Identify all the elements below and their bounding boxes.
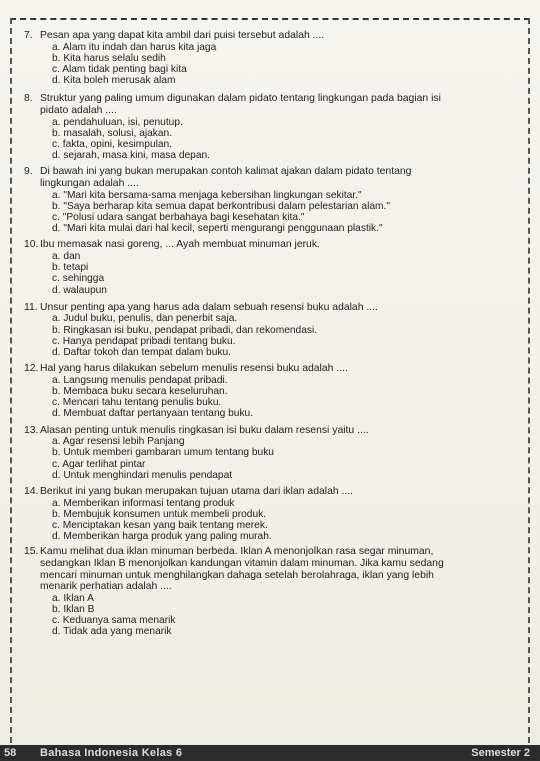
answer-option: a. Agar resensi lebih Panjang [52, 436, 185, 448]
answer-option: d. Kita boleh merusak alam [52, 75, 176, 87]
question-item [24, 93, 522, 161]
answer-option: a. dan [52, 251, 81, 262]
answer-option: c. Agar terlihat pintar [52, 458, 146, 470]
page-number: 58 [4, 747, 17, 759]
question-item [24, 546, 522, 637]
book-title: Bahasa Indonesia Kelas 6 [40, 747, 183, 759]
question-number: 15. [24, 546, 39, 558]
answer-option: b. Membaca buku secara keseluruhan. [52, 386, 228, 398]
question-item [24, 363, 522, 419]
answer-option: d. "Mari kita mulai dari hal kecil, seperti mengurangi penggunaan plastik." [52, 223, 383, 235]
question-item [24, 166, 522, 234]
question-stem-line: menarik perhatian adalah .... [40, 581, 172, 593]
answer-option: c. Mencari tahu tentang penulis buku. [52, 397, 222, 409]
question-number: 7. [24, 30, 33, 41]
answer-option: b. "Saya berharap kita semua dapat berkontribusi dalam pelestarian alam." [52, 200, 390, 212]
question-stem-line: pidato adalah .... [40, 105, 117, 116]
question-stem: Pesan apa yang dapat kita ambil dari puisi tersebut adalah .... [40, 30, 325, 41]
semester-label: Semester 2 [471, 747, 530, 759]
question-item [24, 486, 522, 542]
answer-option: c. Hanya pendapat pribadi tentang buku. [52, 335, 236, 347]
dashed-border-right [528, 18, 530, 743]
question-stem: Di bawah ini yang bukan merupakan contoh kalimat ajakan dalam pidato tentang [40, 166, 412, 178]
dashed-border-left [10, 18, 12, 743]
answer-option: a. Judul buku, penulis, dan penerbit saja. [52, 313, 238, 325]
question-stem: Hal yang harus dilakukan sebelum menulis resensi buku adalah .... [40, 363, 348, 375]
answer-options [24, 498, 522, 543]
question-stem-line: sedangkan Iklan B menonjolkan kandungan vitamin dalam minuman. Jika kamu sedang [40, 558, 444, 570]
answer-option: d. Untuk menghindari menulis pendapat [52, 469, 233, 481]
answer-option: c. Keduanya sama menarik [52, 615, 176, 627]
question-item [24, 239, 522, 295]
answer-options [24, 375, 522, 420]
answer-option: b. Ringkasan isi buku, pendapat pribadi, dan rekomendasi. [52, 324, 318, 336]
answer-option: b. Iklan B [52, 604, 95, 616]
question-stem: Kamu melihat dua iklan minuman berbeda. Iklan A menonjolkan rasa segar minuman, [40, 546, 434, 558]
answer-options [24, 42, 522, 87]
answer-option: c. sehingga [52, 273, 105, 285]
page-footer [0, 745, 540, 761]
answer-option: c. "Polusi udara sangat berbahaya bagi kesehatan kita." [52, 212, 305, 223]
answer-option: b. Membujuk konsumen untuk membeli produk. [52, 508, 267, 520]
question-item [24, 425, 522, 481]
answer-option: a. Langsung menulis pendapat pribadi. [52, 374, 228, 386]
question-number: 12. [24, 363, 39, 375]
question-stem: Unsur penting apa yang harus ada dalam sebuah resensi buku adalah .... [40, 301, 378, 313]
dashed-border-top [10, 18, 530, 20]
question-stem: Berikut ini yang bukan merupakan tujuan utama dari iklan adalah .... [40, 486, 354, 498]
answer-options [24, 190, 522, 235]
answer-option: b. Untuk memberi gambaran umum tentang buku [52, 447, 274, 459]
answer-option: d. Memberikan harga produk yang paling murah. [52, 531, 272, 543]
question-list [24, 30, 522, 638]
answer-option: a. Memberikan informasi tentang produk [52, 497, 235, 509]
question-number: 10. [24, 239, 39, 251]
question-stem-line: mencari minuman untuk menghilangkan dahaga setelah berolahraga, iklan yang lebih [40, 569, 434, 581]
answer-option: d. Daftar tokoh dan tempat dalam buku. [52, 347, 231, 359]
question-item [24, 302, 522, 358]
question-number: 11. [24, 301, 38, 313]
question-number: 13. [24, 424, 39, 436]
question-item [24, 30, 522, 86]
question-stem: Alasan penting untuk menulis ringkasan isi buku dalam resensi yaitu .... [40, 424, 369, 436]
question-stem: Struktur yang paling umum digunakan dalam pidato tentang lingkungan pada bagian isi [40, 93, 441, 105]
answer-option: a. "Mari kita bersama-sama menjaga kebersihan lingkungan sekitar." [52, 189, 362, 201]
question-number: 8. [24, 93, 33, 105]
answer-options [24, 593, 522, 638]
answer-option: a. pendahuluan, isi, penutup. [52, 116, 183, 128]
answer-option: b. masalah, solusi, ajakan. [52, 127, 173, 139]
answer-option: c. fakta, opini, kesimpulan. [52, 139, 173, 150]
question-number: 14. [24, 486, 39, 498]
question-stem-line: lingkungan adalah .... [40, 178, 139, 189]
answer-option: c. Alam tidak penting bagi kita [52, 64, 187, 75]
answer-option: d. Tidak ada yang menarik [52, 626, 172, 638]
answer-options [24, 251, 522, 296]
answer-option: d. walaupun [52, 284, 107, 296]
answer-option: a. Alam itu indah dan harus kita jaga [52, 41, 217, 53]
answer-option: d. sejarah, masa kini, masa depan. [52, 150, 210, 162]
answer-option: d. Membuat daftar pertanyaan tentang buku. [52, 408, 254, 420]
answer-options [24, 436, 522, 481]
answer-option: a. Iklan A [52, 592, 94, 604]
answer-option: b. tetapi [52, 262, 89, 274]
question-number: 9. [24, 166, 33, 178]
answer-options [24, 117, 522, 162]
answer-option: b. Kita harus selalu sedih [52, 52, 166, 64]
answer-options [24, 313, 522, 358]
answer-option: c. Menciptakan kesan yang baik tentang merek. [52, 520, 268, 532]
question-stem: Ibu memasak nasi goreng, ... Ayah membuat minuman jeruk. [40, 239, 320, 251]
